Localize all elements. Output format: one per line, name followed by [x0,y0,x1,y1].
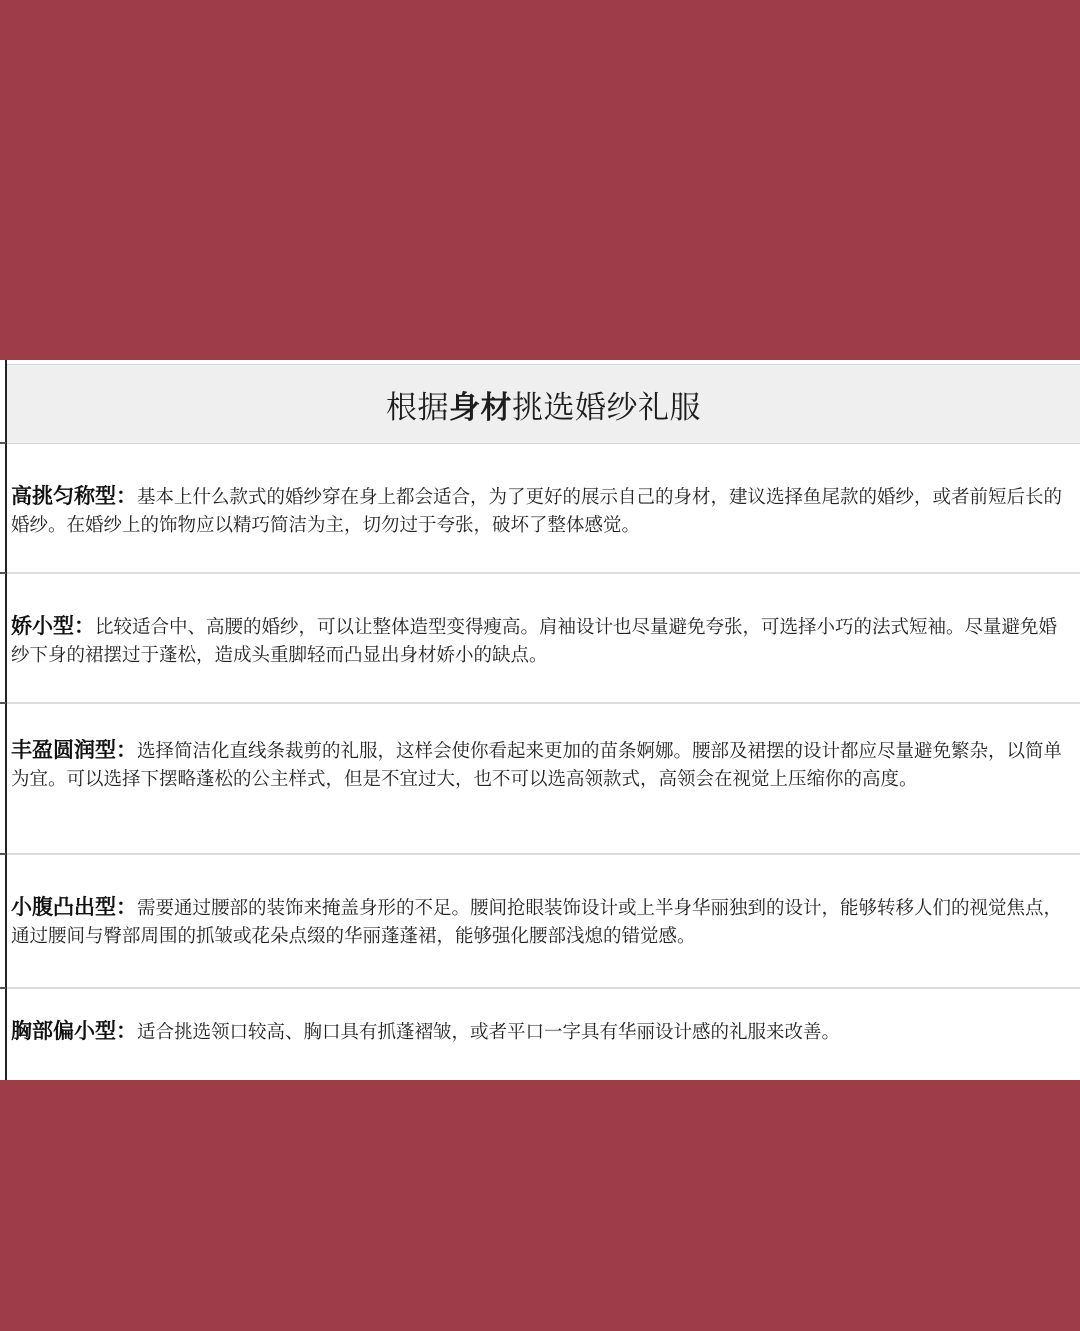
table-row [7,444,1080,574]
title-part-3: 挑选婚纱礼服 [512,389,701,426]
row-content [11,482,1074,540]
row-description: 需要通过腰部的装饰来掩盖身形的不足。腰间抢眼装饰设计或上半身华丽独到的设计，能够转移人们的视觉焦点，通过腰间与臀部周围的抓皱或花朵点缀的华丽蓬蓬裙，能够强化腰部浅熄的错觉感。 [11,898,1063,947]
row-term: 高挑匀称型： [11,484,137,508]
row-description: 适合挑选领口较高、胸口具有抓蓬褶皱，或者平口一字具有华丽设计感的礼服来改善。 [137,1022,841,1043]
row-description: 比较适合中、高腰的婚纱，可以让整体造型变得瘦高。肩袖设计也尽量避免夸张，可选择小巧的法式短袖。尽量避免婚纱下身的裙摆过于蓬松，造成头重脚轻而凸显出身材娇小的缺点。 [11,617,1058,666]
table-row [7,574,1080,704]
row-term: 娇小型： [11,614,95,638]
row-content [11,1017,1074,1047]
row-content [11,893,1074,951]
row-tick [0,442,6,444]
row-tick [0,572,6,574]
table-header [7,364,1080,444]
table-row [7,989,1080,1078]
row-content [11,612,1074,670]
document-sheet [0,360,1080,1080]
title-part-2: 身材 [449,389,512,426]
table-row [7,704,1080,855]
row-term: 丰盈圆润型： [11,738,137,762]
row-tick [0,702,6,704]
row-content [11,736,1074,794]
page-title [386,382,701,427]
table-row [7,855,1080,989]
row-description: 选择简洁化直线条裁剪的礼服，这样会使你看起来更加的苗条婀娜。腰部及裙摆的设计都应尽量避免繁杂，以简单为宜。可以选择下摆略蓬松的公主样式，但是不宜过大，也不可以选高领款式，高领会在视觉上压缩你的高度。 [11,741,1063,790]
row-term: 胸部偏小型： [11,1019,137,1043]
row-tick [0,987,6,989]
row-term: 小腹凸出型： [11,895,137,919]
row-description: 基本上什么款式的婚纱穿在身上都会适合，为了更好的展示自己的身材，建议选择鱼尾款的婚纱，或者前短后长的婚纱。在婚纱上的饰物应以精巧简洁为主，切勿过于夸张，破坏了整体感觉。 [11,487,1063,536]
row-tick [0,853,6,855]
title-part-1: 根据 [386,389,449,426]
